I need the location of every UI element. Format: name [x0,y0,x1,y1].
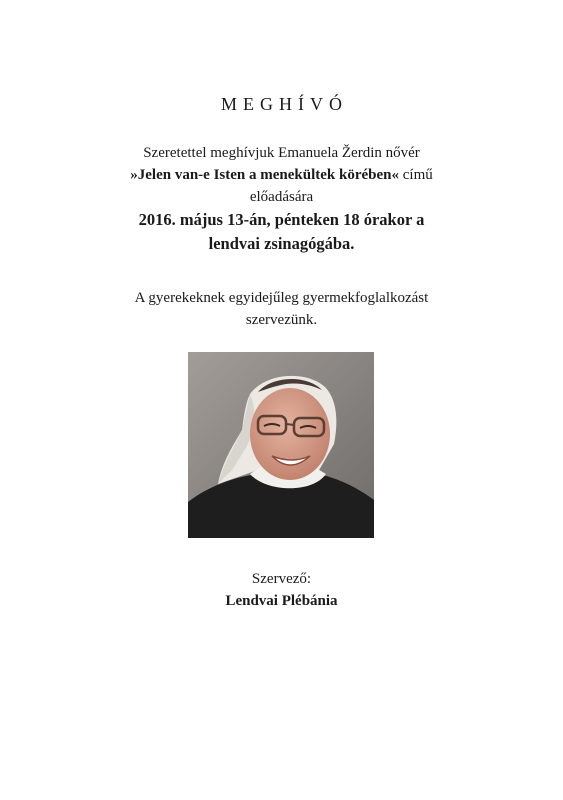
organizer [60,568,503,612]
children-program [60,287,503,331]
children-line-1: A gyerekeknek egyidejűleg gyermekfoglalkozást [134,290,429,306]
lecture-title: »Jelen van-e Isten a menekültek körében« [130,167,399,183]
organizer-name: Lendvai Plébánia [225,593,338,609]
portrait-illustration [188,352,374,538]
organizer-label: Szervező: [251,571,312,587]
intro-line: Szeretettel meghívjuk Emanuela Žerdin nővér [143,145,420,161]
lecture-word: előadására [249,189,314,205]
invitation-body [60,142,503,256]
glasses-bridge [286,424,294,425]
datetime-line-2: lendvai zsinagógába. [208,234,355,253]
lecture-suffix: című [399,167,433,183]
lecture-title-line [60,164,503,186]
datetime-line-1: 2016. május 13-án, pénteken 18 órakor a [138,210,425,229]
portrait-photo [188,352,374,538]
page-title: MEGHÍVÓ [221,94,348,114]
children-line-2: szervezünk. [245,312,318,328]
